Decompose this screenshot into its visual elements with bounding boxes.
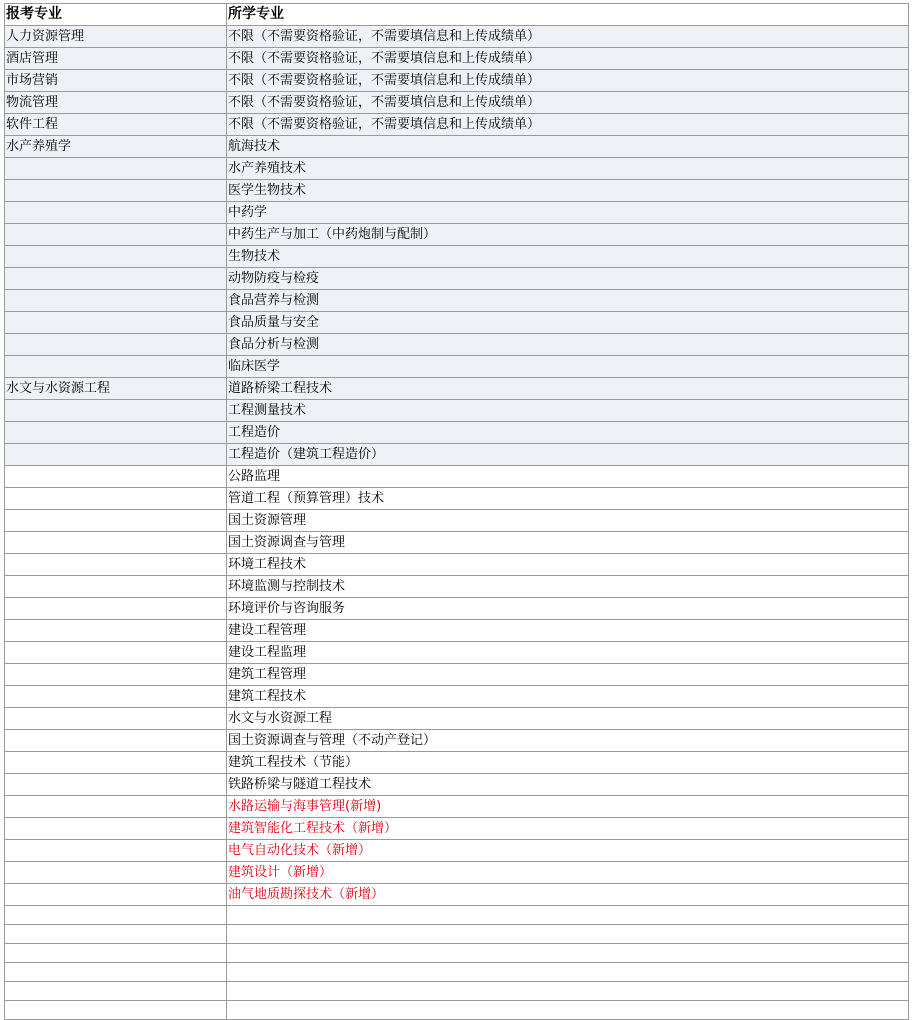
studied-major-cell: 不限（不需要资格验证，不需要填信息和上传成绩单） [227,26,909,48]
applied-major-cell [5,334,227,356]
studied-major-cell: 医学生物技术 [227,180,909,202]
applied-major-cell [5,532,227,554]
table-row [5,136,909,158]
studied-major-cell: 工程造价 [227,422,909,444]
studied-major-cell: 临床医学 [227,356,909,378]
empty-row [5,982,909,1001]
applied-major-cell [5,598,227,620]
table-row [5,400,909,422]
applied-major-cell [5,444,227,466]
applied-major-cell [5,664,227,686]
applied-major-cell [5,356,227,378]
table-row [5,752,909,774]
studied-major-cell: 建筑智能化工程技术（新增） [227,818,909,840]
table-row [5,356,909,378]
studied-major-cell: 不限（不需要资格验证，不需要填信息和上传成绩单） [227,114,909,136]
studied-major-cell: 不限（不需要资格验证，不需要填信息和上传成绩单） [227,48,909,70]
studied-major-cell: 国土资源管理 [227,510,909,532]
studied-major-cell: 不限（不需要资格验证，不需要填信息和上传成绩单） [227,92,909,114]
applied-major-cell [5,884,227,906]
table-row [5,268,909,290]
applied-major-cell [5,422,227,444]
studied-major-cell: 环境监测与控制技术 [227,576,909,598]
table-row [5,92,909,114]
table-row [5,840,909,862]
table-row [5,532,909,554]
empty-row [5,963,909,982]
studied-major-cell: 国土资源调查与管理 [227,532,909,554]
applied-major-cell [5,796,227,818]
empty-cell [227,925,909,944]
table-row [5,378,909,400]
table-row [5,488,909,510]
applied-major-cell: 水文与水资源工程 [5,378,227,400]
table-row [5,334,909,356]
studied-major-cell: 工程造价（建筑工程造价） [227,444,909,466]
empty-cell [227,906,909,925]
applied-major-cell [5,686,227,708]
applied-major-cell [5,180,227,202]
empty-row [5,906,909,925]
empty-cell [5,1001,227,1020]
applied-major-cell: 酒店管理 [5,48,227,70]
applied-major-cell [5,730,227,752]
studied-major-cell: 建设工程监理 [227,642,909,664]
table-row [5,48,909,70]
applied-major-cell [5,818,227,840]
studied-major-cell: 食品质量与安全 [227,312,909,334]
table-row [5,818,909,840]
empty-row [5,1001,909,1020]
studied-major-cell: 航海技术 [227,136,909,158]
table-row [5,70,909,92]
applied-major-cell [5,202,227,224]
studied-major-cell: 国土资源调查与管理（不动产登记） [227,730,909,752]
studied-major-cell: 道路桥梁工程技术 [227,378,909,400]
applied-major-cell [5,312,227,334]
table-row [5,664,909,686]
applied-major-cell [5,840,227,862]
table-row [5,202,909,224]
table-row [5,686,909,708]
applied-major-cell [5,290,227,312]
applied-major-cell [5,708,227,730]
table-row [5,620,909,642]
studied-major-cell: 建筑工程管理 [227,664,909,686]
applied-major-cell: 水产养殖学 [5,136,227,158]
studied-major-cell: 食品营养与检测 [227,290,909,312]
table-row [5,598,909,620]
applied-major-cell [5,268,227,290]
table-row [5,312,909,334]
applied-major-cell [5,466,227,488]
empty-cell [227,944,909,963]
studied-major-cell: 动物防疫与检疫 [227,268,909,290]
table-row [5,26,909,48]
applied-major-cell [5,576,227,598]
studied-major-cell: 生物技术 [227,246,909,268]
studied-major-cell: 铁路桥梁与隧道工程技术 [227,774,909,796]
table-row [5,510,909,532]
studied-major-cell: 油气地质勘探技术（新增） [227,884,909,906]
table-row [5,180,909,202]
table-row [5,422,909,444]
applied-major-cell [5,620,227,642]
empty-cell [5,925,227,944]
studied-major-cell: 中药生产与加工（中药炮制与配制） [227,224,909,246]
applied-major-cell [5,554,227,576]
studied-major-cell: 环境评价与咨询服务 [227,598,909,620]
studied-major-cell: 中药学 [227,202,909,224]
header-applied-major: 报考专业 [5,4,227,26]
studied-major-cell: 建筑设计（新增） [227,862,909,884]
studied-major-cell: 水文与水资源工程 [227,708,909,730]
studied-major-cell: 管道工程（预算管理）技术 [227,488,909,510]
applied-major-cell: 市场营销 [5,70,227,92]
table-row [5,444,909,466]
applied-major-cell [5,862,227,884]
applied-major-cell [5,642,227,664]
studied-major-cell: 建设工程管理 [227,620,909,642]
table-row [5,774,909,796]
table-row [5,554,909,576]
table-row [5,158,909,180]
empty-cell [5,906,227,925]
studied-major-cell: 不限（不需要资格验证，不需要填信息和上传成绩单） [227,70,909,92]
major-table [4,3,909,1020]
table-row [5,290,909,312]
applied-major-cell [5,752,227,774]
studied-major-cell: 建筑工程技术（节能） [227,752,909,774]
studied-major-cell: 水产养殖技术 [227,158,909,180]
applied-major-cell [5,400,227,422]
table-row [5,708,909,730]
applied-major-cell [5,246,227,268]
studied-major-cell: 电气自动化技术（新增） [227,840,909,862]
empty-cell [5,982,227,1001]
studied-major-cell: 建筑工程技术 [227,686,909,708]
applied-major-cell: 人力资源管理 [5,26,227,48]
table-row [5,796,909,818]
table-row [5,642,909,664]
table-row [5,224,909,246]
table-row [5,862,909,884]
table-row [5,576,909,598]
applied-major-cell [5,774,227,796]
table-row [5,884,909,906]
major-table-body [5,4,909,1020]
empty-cell [5,944,227,963]
studied-major-cell: 工程测量技术 [227,400,909,422]
table-row [5,246,909,268]
table-row [5,466,909,488]
empty-cell [227,963,909,982]
studied-major-cell: 食品分析与检测 [227,334,909,356]
header-studied-major: 所学专业 [227,4,909,26]
empty-cell [227,1001,909,1020]
empty-row [5,925,909,944]
table-row [5,114,909,136]
header-row [5,4,909,26]
applied-major-cell [5,510,227,532]
applied-major-cell [5,488,227,510]
empty-row [5,944,909,963]
applied-major-cell [5,224,227,246]
empty-cell [5,963,227,982]
table-row [5,730,909,752]
empty-cell [227,982,909,1001]
studied-major-cell: 公路监理 [227,466,909,488]
applied-major-cell: 软件工程 [5,114,227,136]
studied-major-cell: 环境工程技术 [227,554,909,576]
applied-major-cell [5,158,227,180]
studied-major-cell: 水路运输与海事管理(新增) [227,796,909,818]
applied-major-cell: 物流管理 [5,92,227,114]
